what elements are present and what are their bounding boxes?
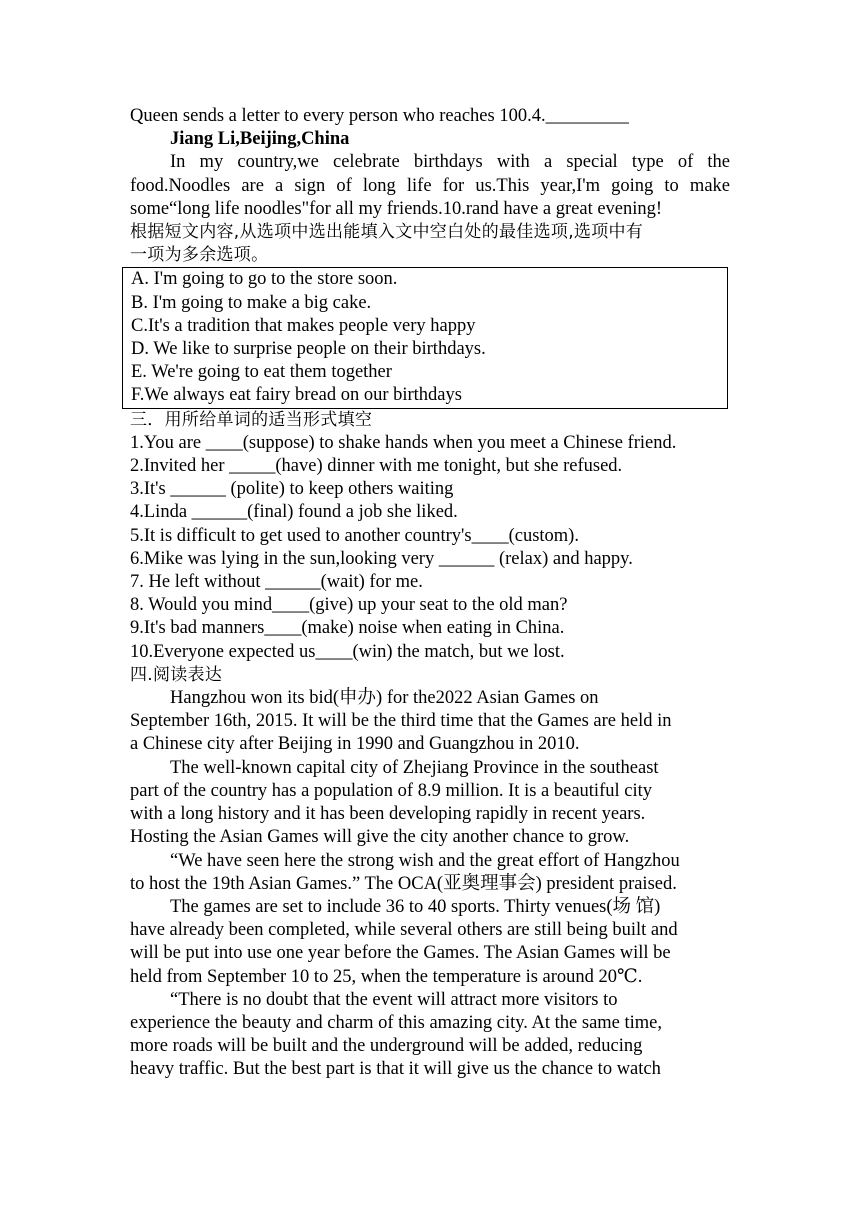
fill-item: 5.It is difficult to get used to another country's____(custom). <box>130 525 579 546</box>
fill-item: 6.Mike was lying in the sun,looking very ______ (relax) and happy. <box>130 548 633 569</box>
paragraph-line: food.Noodles are a sign of long life for us.This year,I'm going to make <box>130 175 730 196</box>
option-b: B. I'm going to make a big cake. <box>131 292 372 313</box>
passage-line: part of the country has a population of 8.9 million. It is a beautiful city <box>130 780 652 801</box>
instruction-line: 一项为多余选项。 <box>130 245 269 266</box>
passage-paragraph <box>130 989 730 1082</box>
passage-line: The games are set to include 36 to 40 sports. Thirty venues(场 馆) <box>170 896 661 917</box>
passage-line: held from September 10 to 25, when the temperature is around 20℃. <box>130 966 643 987</box>
fill-item: 10.Everyone expected us____(win) the match, but we lost. <box>130 641 565 662</box>
paragraph-line: some“long life noodles"for all my friends.10.rand have a great evening! <box>130 198 663 219</box>
section-4-heading: 四.阅读表达 <box>130 664 223 685</box>
passage-line: heavy traffic. But the best part is that it will give us the chance to watch <box>130 1059 661 1080</box>
passage-paragraph <box>130 687 730 757</box>
fill-item: 3.It's ______ (polite) to keep others waiting <box>130 479 454 500</box>
option-c: C.It's a tradition that makes people very happy <box>131 315 476 336</box>
passage-line: Hosting the Asian Games will give the city another chance to grow. <box>130 827 630 848</box>
section-3-heading: 三．用所给单词的适当形式填空 <box>130 409 373 430</box>
passage-line: Hangzhou won its bid(申办) for the2022 Asian Games on <box>170 688 599 709</box>
passage-line: will be put into use one year before the Games. The Asian Games will be <box>130 943 671 964</box>
paragraph-line: In my country,we celebrate birthdays with a special type of the <box>170 152 730 173</box>
document-page <box>130 105 730 1082</box>
passage-line: “We have seen here the strong wish and the great effort of Hangzhou <box>170 850 680 871</box>
birthday-paragraph <box>130 151 730 221</box>
passage-line: to host the 19th Asian Games.” The OCA(亚奥理事会) president praised. <box>130 873 677 894</box>
fill-item: 7. He left without ______(wait) for me. <box>130 572 423 593</box>
fill-in-list <box>130 432 730 664</box>
passage-paragraph <box>130 850 730 896</box>
queen-line: Queen sends a letter to every person who reaches 100.4._________ <box>130 106 629 126</box>
fill-item: 4.Linda ______(final) found a job she liked. <box>130 502 458 523</box>
fill-item: 8. Would you mind____(give) up your seat to the old man? <box>130 595 568 616</box>
passage-paragraph <box>130 757 730 850</box>
reading-passage <box>130 687 730 1081</box>
passage-line: a Chinese city after Beijing in 1990 and Guangzhou in 2010. <box>130 734 580 755</box>
fill-item: 1.You are ____(suppose) to shake hands when you meet a Chinese friend. <box>130 432 677 453</box>
passage-line: with a long history and it has been developing rapidly in recent years. <box>130 804 646 825</box>
passage-line: September 16th, 2015. It will be the third time that the Games are held in <box>130 711 672 732</box>
fill-item: 2.Invited her _____(have) dinner with me tonight, but she refused. <box>130 456 623 477</box>
option-e: E. We're going to eat them together <box>131 362 392 383</box>
author-signature: Jiang Li,Beijing,China <box>170 129 350 150</box>
option-f: F.We always eat fairy bread on our birthdays <box>131 385 462 406</box>
passage-line: have already been completed, while several others are still being built and <box>130 920 678 941</box>
passage-line: The well-known capital city of Zhejiang Province in the southeast <box>170 757 659 778</box>
passage-line: experience the beauty and charm of this amazing city. At the same time, <box>130 1012 663 1033</box>
options-box <box>122 267 728 408</box>
task-instruction <box>130 221 730 267</box>
passage-line: more roads will be built and the underground will be added, reducing <box>130 1036 643 1057</box>
passage-line: “There is no doubt that the event will attract more visitors to <box>170 989 618 1010</box>
option-a: A. I'm going to go to the store soon. <box>131 269 398 290</box>
instruction-line: 根据短文内容,从选项中选出能填入文中空白处的最佳选项,选项中有 <box>130 222 644 243</box>
fill-item: 9.It's bad manners____(make) noise when eating in China. <box>130 618 565 639</box>
option-d: D. We like to surprise people on their birthdays. <box>131 339 486 360</box>
passage-paragraph <box>130 896 730 989</box>
